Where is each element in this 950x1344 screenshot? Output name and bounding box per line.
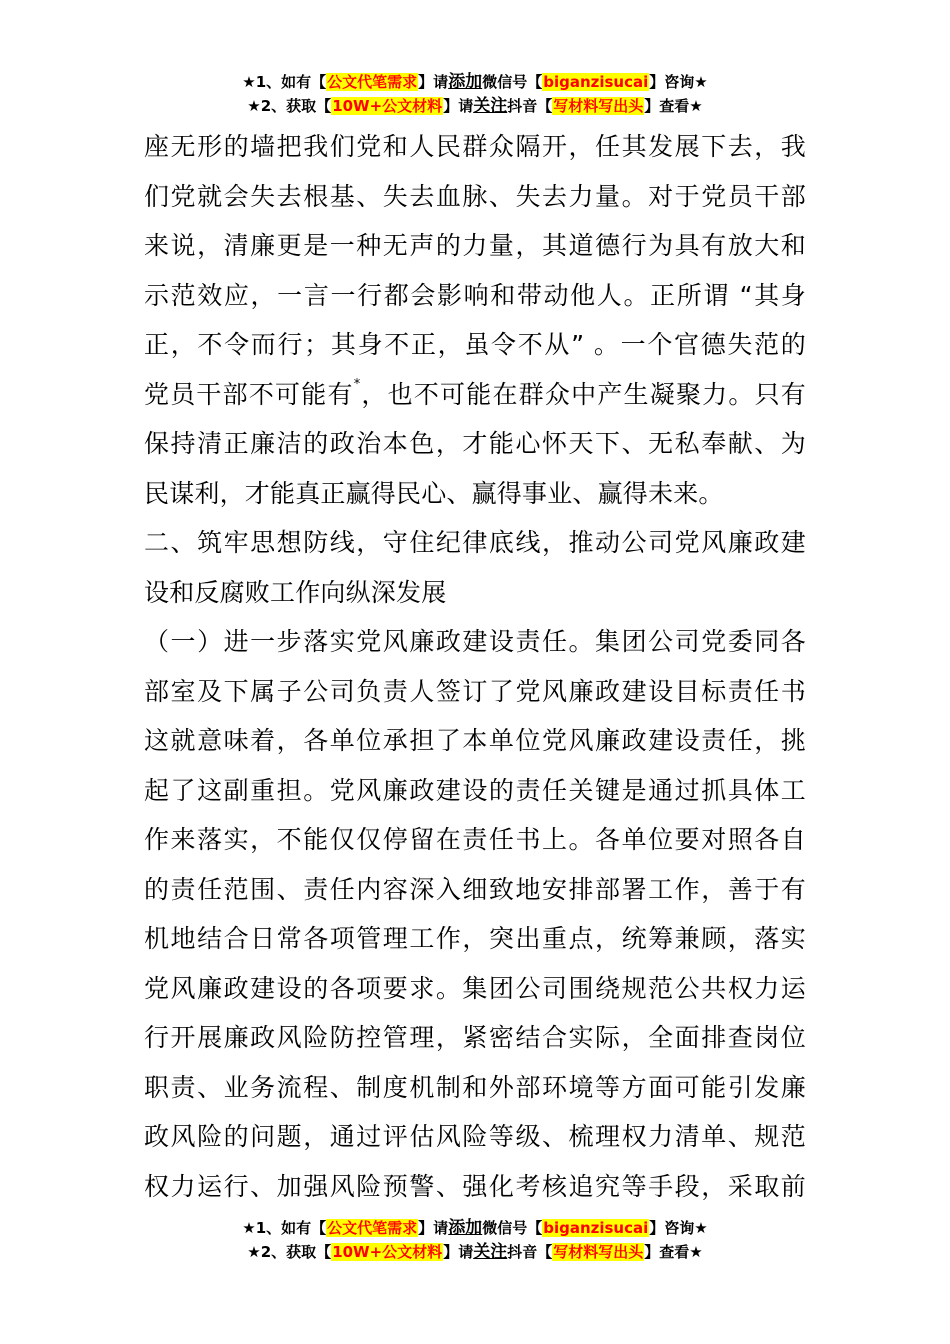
body-line: 起了这副重担。党风廉政建设的责任关键是通过抓具体工 — [144, 775, 806, 805]
section-heading-line: 设和反腐败工作向纵深发展 — [144, 577, 447, 607]
body-line: 权力运行、加强风险预警、强化考核追究等手段，采取前 — [144, 1171, 806, 1201]
footnote-mark: * — [353, 376, 361, 392]
banner-highlight-douyin: 写材料写出头 — [553, 97, 644, 115]
body-line: 机地结合日常各项管理工作，突出重点，统筹兼顾，落实 — [144, 924, 806, 953]
banner-line-1 — [0, 71, 950, 95]
banner-text: ★1、如有【 — [242, 73, 327, 91]
banner-highlight-douyin: 写材料写出头 — [553, 1243, 644, 1261]
banner-underlined-text: 关注 — [473, 1242, 508, 1262]
banner-highlight-materials: 10W+公文材料 — [332, 97, 443, 115]
document-body — [144, 122, 806, 1211]
body-line-part: ，也不可能在群众中产生凝聚力。只有 — [360, 379, 806, 409]
banner-text: 】请 — [443, 97, 474, 115]
banner-text: ★1、如有【 — [242, 1219, 327, 1237]
body-line: 示范效应，一言一行都会影响和带动他人。正所谓 “其身 — [144, 280, 806, 310]
body-line: 职责、业务流程、制度机制和外部环境等方面可能引发廉 — [144, 1072, 806, 1102]
body-line: 们党就会失去根基、失去血脉、失去力量。对于党员干部 — [144, 181, 806, 211]
body-line: 部室及下属子公司负责人签订了党风廉政建设目标责任书 — [144, 676, 806, 706]
body-line: （一）进一步落实党风廉政建设责任。集团公司党委同各 — [144, 627, 806, 656]
body-line: 政风险的问题，通过评估风险等级、梳理权力清单、规范 — [144, 1122, 806, 1151]
banner-line-1 — [0, 1217, 950, 1241]
body-line: 正，不令而行；其身不正，虽令不从” 。一个官德失范的 — [144, 330, 806, 359]
banner-text: 】请 — [418, 73, 449, 91]
banner-highlight-service: 公文代笔需求 — [327, 73, 418, 91]
body-line: 民谋利，才能真正赢得民心、赢得事业、赢得未来。 — [144, 478, 724, 508]
body-line: 座无形的墙把我们党和人民群众隔开，任其发展下去，我 — [144, 132, 806, 161]
banner-line-2 — [0, 1241, 950, 1265]
banner-line-2 — [0, 95, 950, 119]
banner-highlight-wechat-id: biganzisucai — [543, 73, 649, 91]
body-line-part: 党员干部不可能有 — [144, 379, 354, 409]
banner-underlined-text: 关注 — [473, 96, 508, 116]
banner-text: 微信号【 — [482, 73, 543, 91]
body-line-with-footnote — [144, 370, 806, 420]
footer-banner — [0, 1217, 950, 1265]
banner-text: 】咨询★ — [649, 1219, 708, 1237]
section-heading-line: 二、筑牢思想防线，守住纪律底线，推动公司党风廉政建 — [144, 528, 806, 557]
banner-text: 】请 — [418, 1219, 449, 1237]
body-line: 党风廉政建设的各项要求。集团公司围绕规范公共权力运 — [144, 973, 806, 1003]
banner-highlight-service: 公文代笔需求 — [327, 1219, 418, 1237]
banner-text: 】查看★ — [644, 97, 703, 115]
banner-text: ★2、获取【 — [247, 1243, 332, 1261]
banner-highlight-wechat-id: biganzisucai — [543, 1219, 649, 1237]
body-line: 这就意味着，各单位承担了本单位党风廉政建设责任，挑 — [144, 726, 806, 755]
banner-text: ★2、获取【 — [247, 97, 332, 115]
body-line: 保持清正廉洁的政治本色，才能心怀天下、无私奉献、为 — [144, 429, 806, 458]
banner-text: 抖音【 — [507, 1243, 553, 1261]
banner-text: 】查看★ — [644, 1243, 703, 1261]
banner-text: 】咨询★ — [649, 73, 708, 91]
body-line: 作来落实，不能仅仅停留在责任书上。各单位要对照各自 — [144, 825, 806, 854]
banner-text: 】请 — [443, 1243, 474, 1261]
banner-highlight-materials: 10W+公文材料 — [332, 1243, 443, 1261]
banner-text: 抖音【 — [507, 97, 553, 115]
header-banner — [0, 71, 950, 119]
banner-text: 微信号【 — [482, 1219, 543, 1237]
body-line: 的责任范围、责任内容深入细致地安排部署工作，善于有 — [144, 874, 806, 904]
body-line: 行开展廉政风险防控管理，紧密结合实际，全面排查岗位 — [144, 1023, 806, 1052]
banner-underlined-text: 添加 — [448, 1218, 483, 1238]
body-line: 来说，清廉更是一种无声的力量，其道德行为具有放大和 — [144, 231, 806, 260]
banner-underlined-text: 添加 — [448, 72, 483, 92]
